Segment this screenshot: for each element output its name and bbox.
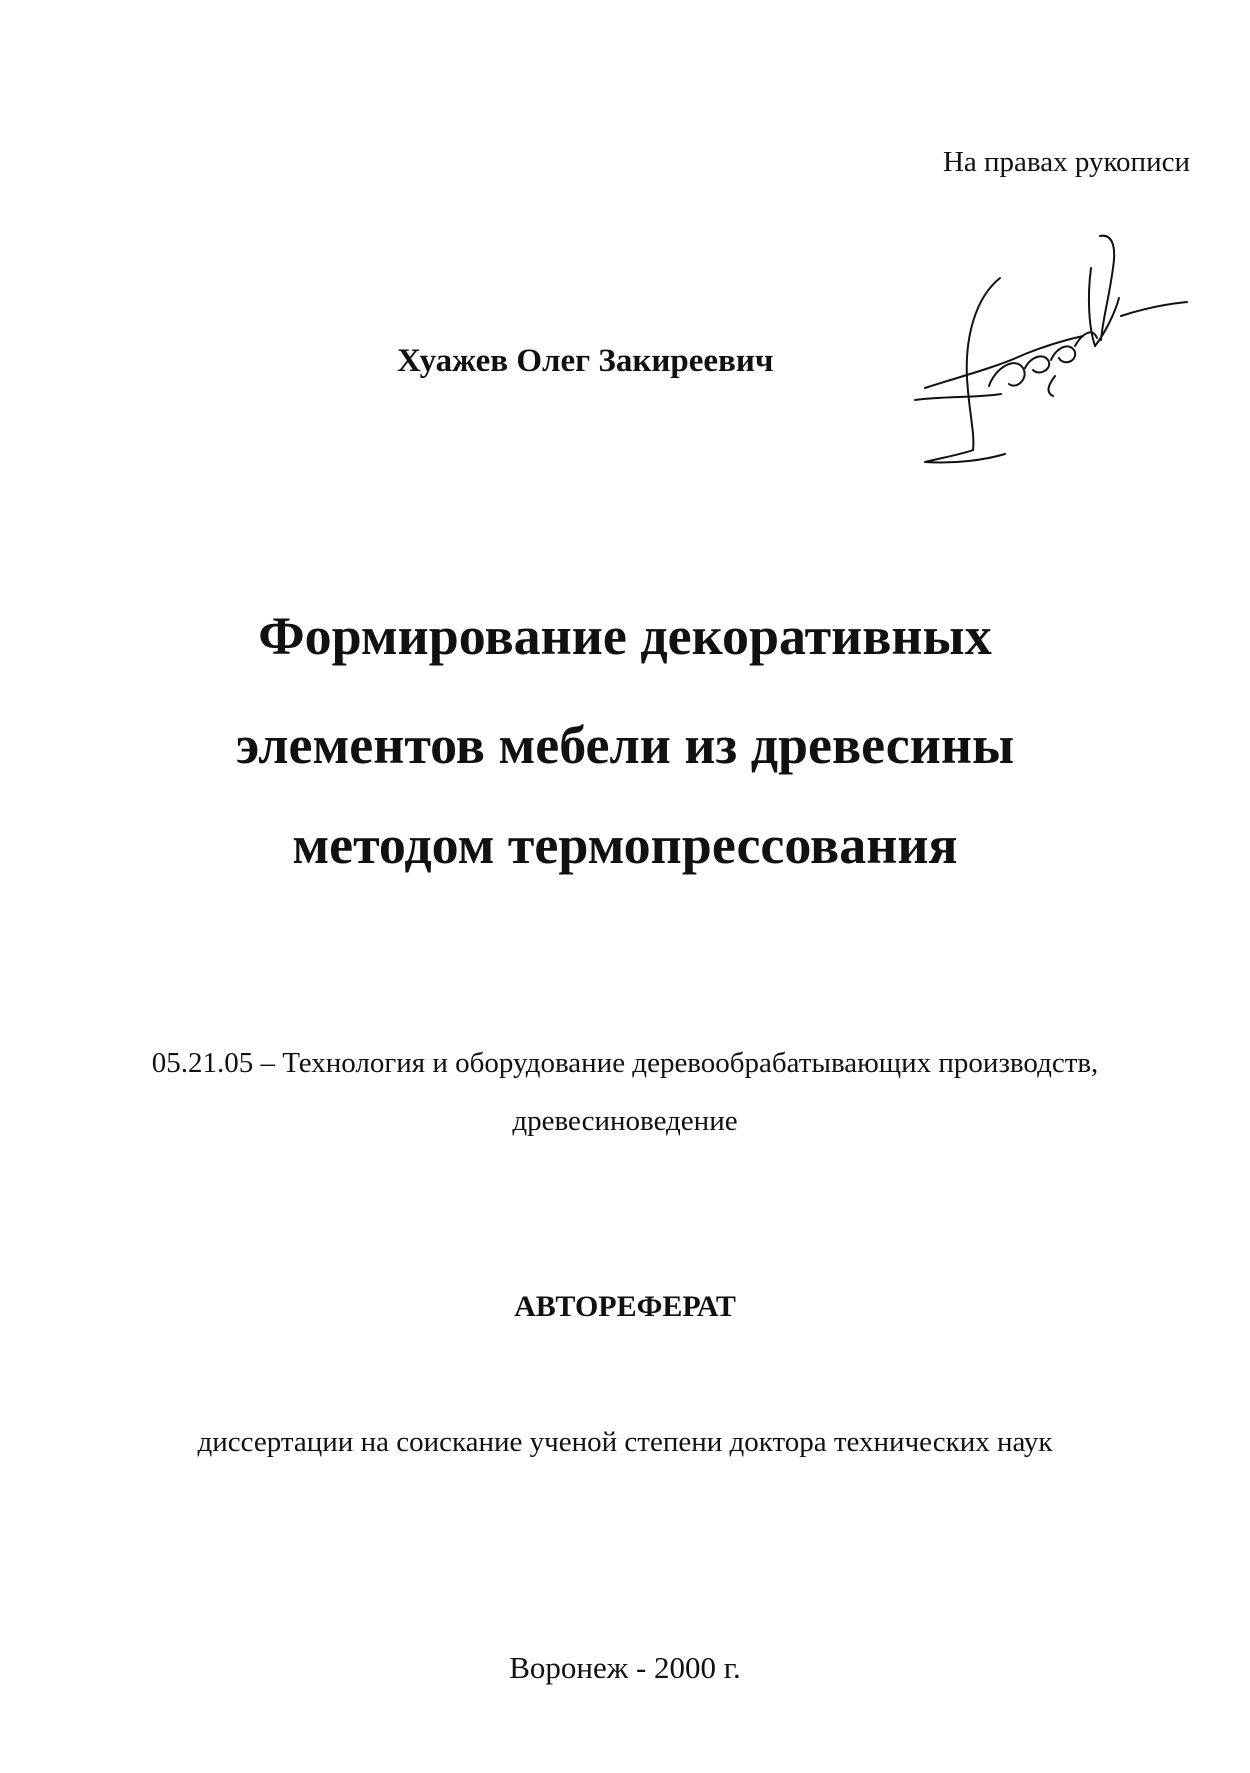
place-and-year: Воронеж - 2000 г. — [509, 1650, 741, 1685]
dissertation-purpose: диссертации на соискание ученой степени доктора технических наук — [197, 1426, 1053, 1458]
author-name: Хуажев Олег Закиреевич — [397, 343, 774, 379]
rights-notice: На правах рукописи — [942, 146, 1190, 178]
signature-icon — [905, 228, 1215, 498]
title-line-2: элементов мебели из древесины — [235, 715, 1015, 775]
specialty-line-2: древесиноведение — [512, 1105, 738, 1137]
specialty-line-1: 05.21.05 – Технология и оборудование деревообрабатывающих производств, — [151, 1047, 1099, 1079]
title-line-1: Формирование декоративных — [258, 606, 992, 666]
document-type: АВТОРЕФЕРАТ — [514, 1290, 736, 1323]
title-line-3: методом термопрессования — [292, 815, 958, 875]
